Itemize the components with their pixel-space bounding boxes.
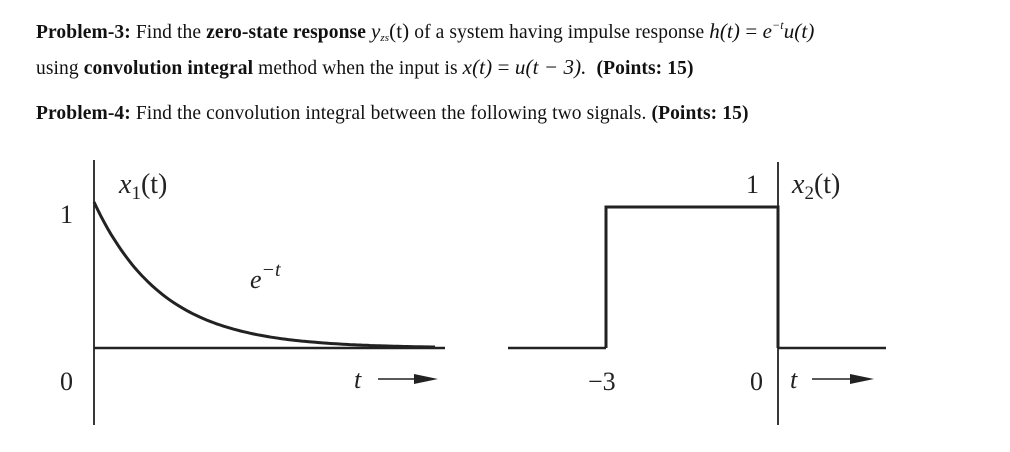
graph-x2-title: $x_2(t)$ bbox=[792, 169, 841, 204]
problem3-line1 bbox=[36, 18, 814, 44]
graph-x1 bbox=[40, 150, 460, 450]
problem3-label: Problem-3: bbox=[36, 22, 131, 43]
problem3-text3: using bbox=[36, 58, 79, 79]
graph-x2-pulse bbox=[606, 207, 778, 348]
problem3-points: (Points: 15) bbox=[596, 58, 694, 79]
graph-x1-curve-label: $e^{-t}$ bbox=[250, 259, 281, 294]
problem3-text2: of a system having impulse response bbox=[414, 22, 705, 43]
problem3-impulse-eq: $h(t) = e^{-t}u(t)$ bbox=[709, 18, 815, 43]
problem3-bold1: zero-state response bbox=[206, 22, 366, 43]
graph-x2-origin: 0 bbox=[750, 367, 763, 396]
problem4-label: Problem-4: bbox=[36, 103, 131, 124]
graph-x2-t-label: t bbox=[790, 365, 798, 394]
problem3-yzs: $y_{zs}(t)$ bbox=[370, 19, 410, 44]
problem3-input-eq: x(t) = u(t − 3). bbox=[462, 55, 587, 79]
graph-x2-svg bbox=[500, 150, 900, 450]
graph-x2-arrow-icon bbox=[850, 374, 874, 384]
problem3-line2 bbox=[36, 55, 694, 80]
graph-x2 bbox=[500, 150, 900, 450]
graph-x2-y-tick: 1 bbox=[746, 170, 759, 199]
problem3-bold2: convolution integral bbox=[83, 58, 254, 79]
graph-x1-svg bbox=[40, 150, 460, 450]
graph-x1-arrow-icon bbox=[414, 374, 438, 384]
problem4-text: Find the convolution integral between the following two signals. bbox=[135, 103, 647, 124]
graph-x1-origin: 0 bbox=[60, 367, 73, 396]
problem3-text4: method when the input is bbox=[258, 58, 458, 79]
problem4-points: (Points: 15) bbox=[651, 103, 749, 124]
graph-x1-t-label: t bbox=[354, 365, 362, 394]
problem4-line bbox=[36, 103, 749, 125]
graph-x1-y-tick: 1 bbox=[60, 200, 73, 229]
graph-x2-x-tick-left: −3 bbox=[588, 367, 616, 396]
graph-x1-title: $x_1(t)$ bbox=[119, 169, 168, 204]
problem3-text1: Find the bbox=[135, 22, 202, 43]
